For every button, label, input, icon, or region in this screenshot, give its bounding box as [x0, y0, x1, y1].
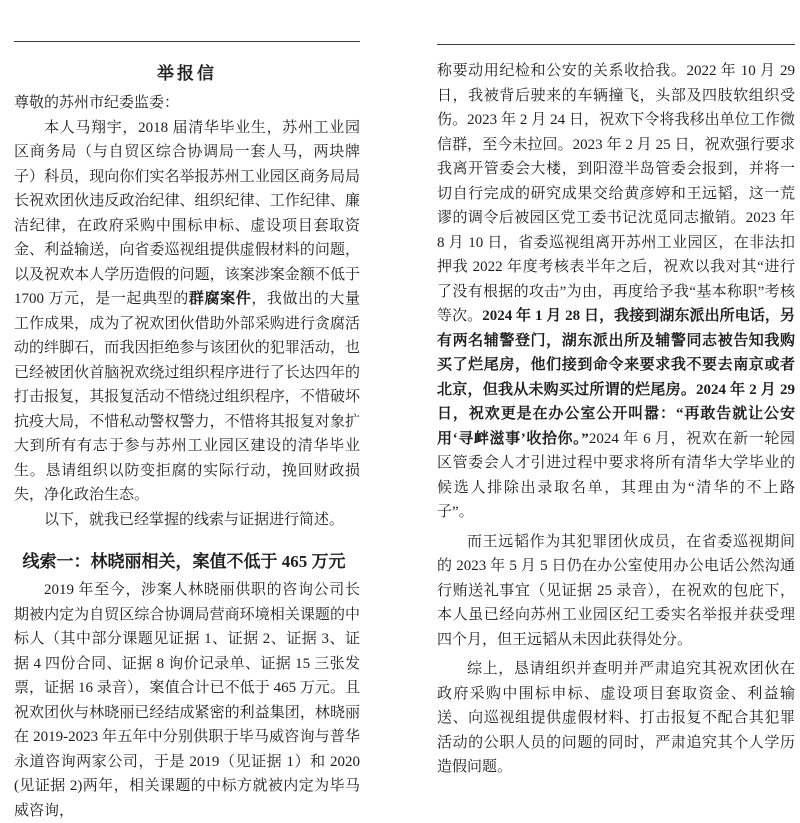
intro-paragraph	[14, 116, 360, 508]
page-right-header-rule	[437, 44, 795, 45]
wang-yuantao-paragraph: 而王远韬作为其犯罪团伙成员，在省委巡视期间的 2023 年 5 月 5 日仍在办公室使用办公电话公然沟通行贿送礼事宜（见证据 25 录音），在祝欢的包庇下，本人虽已经向苏州工业园区纪工委实名举报并获受理四个月，但王远韬从未因此获得处分。	[437, 533, 795, 648]
clue-one-heading: 线索一：林晓丽相关，案值不低于 465 万元	[22, 552, 346, 571]
transition-paragraph: 以下，就我已经掌握的线索与证据进行简述。	[44, 511, 345, 528]
salutation: 尊敬的苏州市纪委监委：	[14, 95, 180, 111]
retaliation-paragraph	[437, 59, 795, 525]
letter-title: 举报信	[157, 64, 217, 83]
clue-one-paragraph: 2019 年至今，涉案人林晓丽供职的咨询公司长期被内定为自贸区综合协调局营商环境相关课题的中标人（其中部分课题见证据 1、证据 2、证据 3、证据 4 四份合同、证据 8 询价记录单、证据 15 三张发票，证据 16 录音），案值合计已不低于 465 万元。且祝欢团伙与林晓丽已经结成紧密的利益集团，林晓丽在 2019-2023 年五年中分别供职于毕马威咨询与普华永道咨询两家公司，于是 2019（见证据 1）和 2020(见证据 2)两年，相关课题的中标方就被内定为毕马威咨询，	[14, 582, 360, 819]
text-run: 2024 年 6 月，祝欢在新一轮园区管委会人才引进过程中要求将所有清华大学毕业的候选人排除出录取名单，其理由为“清华的不上路子”。	[437, 430, 795, 520]
page-left	[14, 41, 360, 823]
text-run-bold: 群腐案件	[188, 291, 252, 307]
text-run: ，我做出的大量工作成果，成为了祝欢团伙借助外部采购进行贪腐活动的绊脚石，而我因拒绝参与该团伙的犯罪活动，也已经被团伙首脑祝欢绕过组织程序进行了长达四年的打击报复，其报复活动不惜绕过组织程序，不惜破坏抗疫大局，不惜私动警权警力，不惜将其报复对象扩大到所有有志于参与苏州工业园区建设的清华毕业生。恳请组织以防变拒腐的实际行动，挽回财政损失，净化政治生态。	[14, 291, 360, 503]
conclusion-paragraph: 综上，恳请组织并查明并严肃追究其祝欢团伙在政府采购中围标申标、虚设项目套取资金、利益输送、向巡视组提供虚假材料、打击报复不配合其犯罪活动的公职人员的问题的同时，严肃追究其个人学历造假问题。	[437, 661, 795, 775]
text-run: 本人马翔宇，2018 届清华毕业生，苏州工业园区商务局（与自贸区综合协调局一套人马，两块牌子）科员，现向你们实名举报苏州工业园区商务局局长祝欢团伙违反政治纪律、组织纪律、工作纪律、廉洁纪律，在政府采购中围标申标、虚设项目套取资金、利益输送，向省委巡视组提供虚假材料的问题，以及祝欢本人学历造假的问题，该案涉案金额不低于 1700 万元，是一起典型的	[14, 119, 360, 307]
text-run-bold: 2024 年 1 月 28 日，我接到湖东派出所电话，另有两名辅警登门，湖东派出所及辅警同志被告知我购买了烂尾房，他们接到命令来要求我不要去南京或者北京，但我从未购买过所谓的烂尾房。2024 年 2 月 29 日，祝欢更是在办公室公开叫嚣：“再敢告就让公安用‘寻衅滋事’收拾你。”	[437, 308, 795, 447]
page-right	[437, 44, 795, 780]
text-run: 称要动用纪检和公安的关系收拾我。2022 年 10 月 29 日，我被背后驶来的车辆撞飞，头部及四肢软组织受伤。2023 年 2 月 24 日，祝欢下令将我移出单位工作微信群，至今未拉回。2023 年 2 月 25 日，祝欢强行要求我离开管委会大楼，到阳澄半岛管委会报到，并将一切自行完成的研究成果交给黄彦婷和王远韬，这一荒谬的调令后被园区党工委书记沈觅同志撤销。2023 年 8 月 10 日，省委巡视组离开苏州工业园区，在非法扣押我 2022 年度考核表半年之后，祝欢以我对其“进行了没有根据的攻击”为由，再度给予我“基本称职”考核等次。	[437, 63, 795, 324]
page-left-header-rule	[14, 41, 360, 42]
